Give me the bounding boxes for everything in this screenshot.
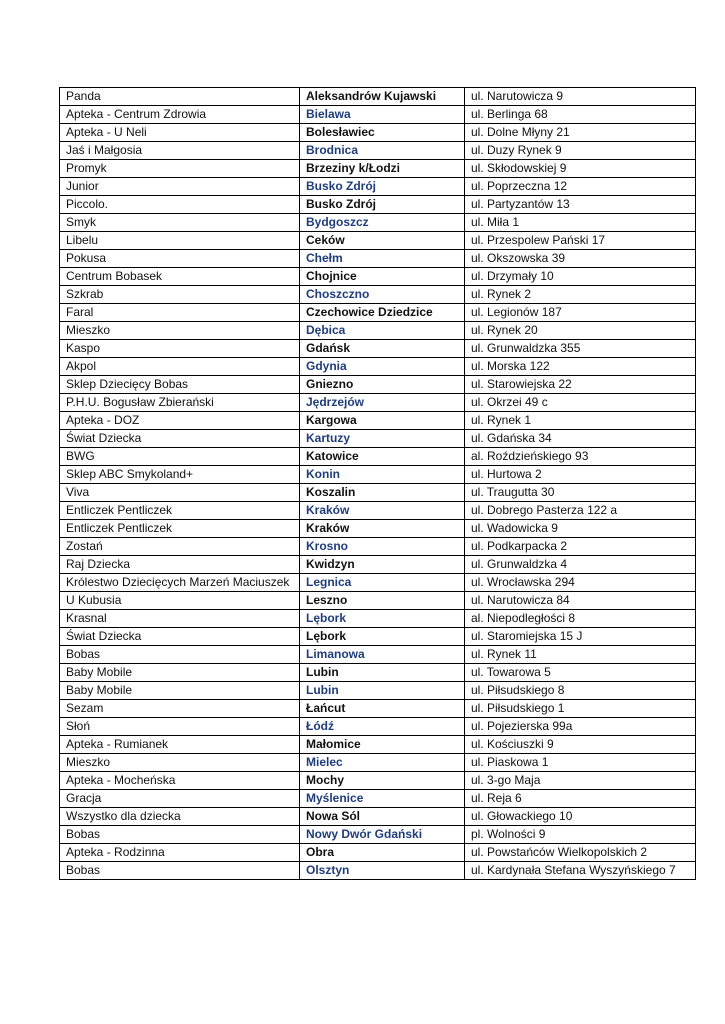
address-cell: ul. Wrocławska 294 [465,574,696,592]
table-row [60,268,696,286]
city-cell: Nowy Dwór Gdański [300,826,465,844]
address-cell: ul. Pojezierska 99a [465,718,696,736]
table-row [60,322,696,340]
table-row [60,862,696,880]
table-row [60,484,696,502]
address-cell: ul. Przespolew Pański 17 [465,232,696,250]
table-row [60,304,696,322]
city-cell: Myślenice [300,790,465,808]
table-row [60,682,696,700]
city-cell: Bielawa [300,106,465,124]
store-name-cell: Apteka - Mocheńska [60,772,300,790]
store-name-cell: Królestwo Dziecięcych Marzeń Maciuszek [60,574,300,592]
address-cell: ul. Berlinga 68 [465,106,696,124]
city-cell: Aleksandrów Kujawski [300,88,465,106]
store-name-cell: Junior [60,178,300,196]
store-name-cell: Krasnal [60,610,300,628]
address-cell: ul. Powstańców Wielkopolskich 2 [465,844,696,862]
store-name-cell: Bobas [60,646,300,664]
city-cell: Lębork [300,628,465,646]
address-cell: ul. Piaskowa 1 [465,754,696,772]
city-cell: Gdynia [300,358,465,376]
store-name-cell: Baby Mobile [60,682,300,700]
city-cell: Gdańsk [300,340,465,358]
table-row [60,700,696,718]
store-name-cell: Wszystko dla dziecka [60,808,300,826]
store-name-cell: Entliczek Pentliczek [60,502,300,520]
store-name-cell: Zostań [60,538,300,556]
store-name-cell: Raj Dziecka [60,556,300,574]
table-row [60,664,696,682]
table-row [60,106,696,124]
table-row [60,196,696,214]
table-row [60,376,696,394]
store-name-cell: Baby Mobile [60,664,300,682]
store-name-cell: Mieszko [60,754,300,772]
city-cell: Małomice [300,736,465,754]
address-cell: ul. Staromiejska 15 J [465,628,696,646]
table-row [60,520,696,538]
address-cell: ul. Rynek 20 [465,322,696,340]
address-cell: al. Niepodległości 8 [465,610,696,628]
address-cell: pl. Wolności 9 [465,826,696,844]
table-row [60,430,696,448]
city-cell: Ceków [300,232,465,250]
table-row [60,286,696,304]
table-row [60,466,696,484]
city-cell: Chojnice [300,268,465,286]
store-name-cell: Apteka - DOZ [60,412,300,430]
address-cell: ul. Podkarpacka 2 [465,538,696,556]
city-cell: Brzeziny k/Łodzi [300,160,465,178]
table-row [60,646,696,664]
store-name-cell: P.H.U. Bogusław Zbierański [60,394,300,412]
table-row [60,772,696,790]
city-cell: Łódź [300,718,465,736]
store-name-cell: Mieszko [60,322,300,340]
store-name-cell: Entliczek Pentliczek [60,520,300,538]
address-cell: ul. Dolne Młyny 21 [465,124,696,142]
store-name-cell: Smyk [60,214,300,232]
store-name-cell: Akpol [60,358,300,376]
city-cell: Lubin [300,682,465,700]
store-name-cell: Sklep Dziecięcy Bobas [60,376,300,394]
table-row [60,574,696,592]
city-cell: Gniezno [300,376,465,394]
address-cell: ul. Morska 122 [465,358,696,376]
city-cell: Bydgoszcz [300,214,465,232]
address-cell: ul. Narutowicza 9 [465,88,696,106]
address-cell: ul. Kościuszki 9 [465,736,696,754]
address-cell: ul. Rynek 1 [465,412,696,430]
store-name-cell: Świat Dziecka [60,430,300,448]
table-row [60,358,696,376]
address-cell: ul. Narutowicza 84 [465,592,696,610]
address-cell: ul. Piłsudskiego 8 [465,682,696,700]
store-name-cell: Sezam [60,700,300,718]
store-name-cell: Faral [60,304,300,322]
city-cell: Dębica [300,322,465,340]
city-cell: Koszalin [300,484,465,502]
city-cell: Krosno [300,538,465,556]
store-name-cell: Słoń [60,718,300,736]
table-row [60,124,696,142]
table-row [60,88,696,106]
store-name-cell: Apteka - Rodzinna [60,844,300,862]
city-cell: Łańcut [300,700,465,718]
address-cell: ul. Gdańska 34 [465,430,696,448]
city-cell: Mielec [300,754,465,772]
store-name-cell: Świat Dziecka [60,628,300,646]
table-row [60,628,696,646]
store-name-cell: Piccolo. [60,196,300,214]
table-row [60,340,696,358]
city-cell: Busko Zdrój [300,196,465,214]
address-cell: ul. Starowiejska 22 [465,376,696,394]
store-name-cell: Bobas [60,826,300,844]
address-cell: ul. Wadowicka 9 [465,520,696,538]
city-cell: Olsztyn [300,862,465,880]
address-cell: ul. Głowackiego 10 [465,808,696,826]
table-row [60,790,696,808]
city-cell: Konin [300,466,465,484]
address-cell: al. Roździeńskiego 93 [465,448,696,466]
address-cell: ul. Towarowa 5 [465,664,696,682]
address-cell: ul. Partyzantów 13 [465,196,696,214]
table-row [60,502,696,520]
table-row [60,250,696,268]
table-row [60,538,696,556]
store-name-cell: Apteka - Rumianek [60,736,300,754]
city-cell: Leszno [300,592,465,610]
city-cell: Mochy [300,772,465,790]
city-cell: Obra [300,844,465,862]
address-cell: ul. Poprzeczna 12 [465,178,696,196]
table-row [60,718,696,736]
store-name-cell: BWG [60,448,300,466]
table-row [60,844,696,862]
table-row [60,214,696,232]
city-cell: Czechowice Dziedzice [300,304,465,322]
city-cell: Kraków [300,502,465,520]
address-cell: ul. 3-go Maja [465,772,696,790]
city-cell: Nowa Sól [300,808,465,826]
table-row [60,394,696,412]
store-name-cell: Pokusa [60,250,300,268]
address-cell: ul. Okszowska 39 [465,250,696,268]
city-cell: Bolesławiec [300,124,465,142]
city-cell: Busko Zdrój [300,178,465,196]
store-name-cell: Libelu [60,232,300,250]
store-list-body [60,88,696,880]
store-name-cell: Panda [60,88,300,106]
table-row [60,160,696,178]
store-name-cell: Gracja [60,790,300,808]
table-row [60,448,696,466]
table-row [60,556,696,574]
table-row [60,412,696,430]
address-cell: ul. Duzy Rynek 9 [465,142,696,160]
store-name-cell: Jaś i Małgosia [60,142,300,160]
city-cell: Legnica [300,574,465,592]
city-cell: Brodnica [300,142,465,160]
city-cell: Jędrzejów [300,394,465,412]
table-row [60,232,696,250]
table-row [60,610,696,628]
address-cell: ul. Reja 6 [465,790,696,808]
table-row [60,592,696,610]
store-name-cell: Apteka - U Neli [60,124,300,142]
table-row [60,142,696,160]
city-cell: Limanowa [300,646,465,664]
table-row [60,736,696,754]
address-cell: ul. Legionów 187 [465,304,696,322]
city-cell: Katowice [300,448,465,466]
address-cell: ul. Okrzei 49 c [465,394,696,412]
store-name-cell: Sklep ABC Smykoland+ [60,466,300,484]
table-row [60,826,696,844]
store-name-cell: Kaspo [60,340,300,358]
city-cell: Chełm [300,250,465,268]
city-cell: Kwidzyn [300,556,465,574]
store-name-cell: Promyk [60,160,300,178]
address-cell: ul. Hurtowa 2 [465,466,696,484]
table-row [60,178,696,196]
table-row [60,808,696,826]
address-cell: ul. Grunwaldzka 4 [465,556,696,574]
store-name-cell: Viva [60,484,300,502]
city-cell: Lębork [300,610,465,628]
address-cell: ul. Kardynała Stefana Wyszyńskiego 7 [465,862,696,880]
address-cell: ul. Rynek 11 [465,646,696,664]
city-cell: Kraków [300,520,465,538]
city-cell: Kargowa [300,412,465,430]
address-cell: ul. Drzymały 10 [465,268,696,286]
store-name-cell: Szkrab [60,286,300,304]
city-cell: Choszczno [300,286,465,304]
address-cell: ul. Rynek 2 [465,286,696,304]
store-list-table [59,87,696,880]
address-cell: ul. Grunwaldzka 355 [465,340,696,358]
table-row [60,754,696,772]
store-name-cell: Apteka - Centrum Zdrowia [60,106,300,124]
address-cell: ul. Skłodowskiej 9 [465,160,696,178]
address-cell: ul. Traugutta 30 [465,484,696,502]
city-cell: Lubin [300,664,465,682]
address-cell: ul. Piłsudskiego 1 [465,700,696,718]
address-cell: ul. Dobrego Pasterza 122 a [465,502,696,520]
address-cell: ul. Miła 1 [465,214,696,232]
city-cell: Kartuzy [300,430,465,448]
store-name-cell: U Kubusia [60,592,300,610]
store-name-cell: Centrum Bobasek [60,268,300,286]
store-name-cell: Bobas [60,862,300,880]
